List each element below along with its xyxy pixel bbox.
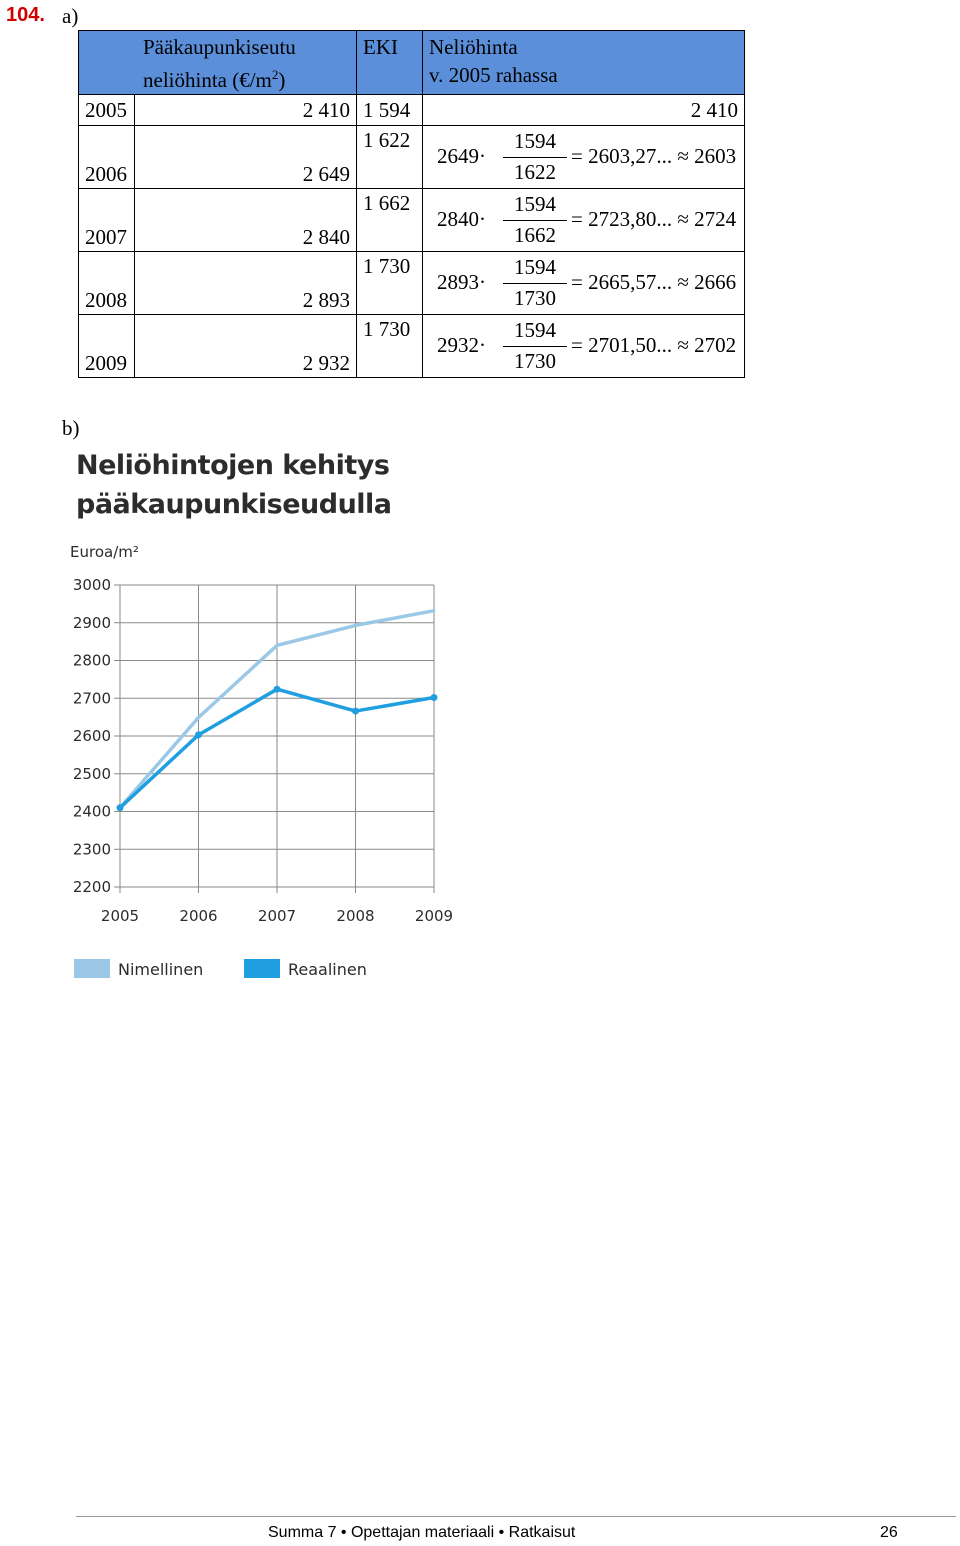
page-number: 26	[880, 1524, 898, 1541]
cell-price: 2 410	[135, 95, 357, 126]
cell-price: 2 649	[135, 126, 357, 189]
x-tick-label: 2008	[336, 907, 375, 925]
calc-numerator: 1594	[514, 255, 556, 279]
cell-year: 2007	[79, 189, 135, 252]
chart-title-line2: pääkaupunkiseudulla	[76, 489, 392, 520]
data-point-reaalinen	[117, 804, 124, 811]
legend-label: Nimellinen	[118, 960, 204, 979]
calc-result: = 2701,50... ≈ 2702	[571, 333, 737, 357]
data-point-nimellinen	[197, 716, 200, 719]
calc-multiplier: 2840·	[437, 207, 486, 231]
y-tick-label: 2600	[72, 727, 111, 745]
cell-eki: 1 662	[357, 189, 423, 252]
data-point-nimellinen	[433, 609, 436, 612]
x-tick-label: 2007	[257, 907, 297, 925]
problem-number: 104.	[6, 4, 45, 26]
legend-label: Reaalinen	[288, 960, 367, 979]
data-point-nimellinen	[354, 624, 357, 627]
calc-result: = 2723,80... ≈ 2724	[571, 207, 737, 231]
cell-year: 2008	[79, 252, 135, 315]
cell-eki: 1 594	[357, 95, 423, 126]
calc-denominator: 1730	[514, 349, 556, 373]
header-real-line1: Neliöhinta	[429, 35, 518, 59]
header-real-line2: v. 2005 rahassa	[429, 63, 558, 87]
calc-multiplier: 2932·	[437, 333, 486, 357]
footer-text: Summa 7 • Opettajan materiaali • Ratkaisut	[268, 1524, 576, 1541]
calc-denominator: 1622	[514, 160, 556, 184]
header-price-line2: neliöhinta $(€/m^2)$	[143, 67, 286, 92]
y-tick-label: 2200	[72, 878, 111, 896]
calc-result: = 2665,57... ≈ 2666	[571, 270, 737, 294]
legend-swatch	[244, 959, 280, 978]
calc-multiplier: 2893·	[437, 270, 486, 294]
cell-year: 2009	[79, 315, 135, 378]
x-tick-label: 2005	[100, 907, 140, 925]
cell-price: 2 840	[135, 189, 357, 252]
calc-numerator: 1594	[514, 318, 556, 342]
y-tick-label: 2800	[72, 651, 111, 670]
part-a-label: a)	[62, 4, 79, 28]
x-tick-label: 2006	[179, 907, 218, 925]
header-eki: EKI	[357, 31, 423, 95]
cell-real: 2 410	[423, 95, 745, 126]
data-point-reaalinen	[352, 708, 359, 715]
calc-numerator: 1594	[514, 129, 556, 153]
y-tick-label: 2400	[72, 802, 111, 821]
cell-eki: 1 730	[357, 315, 423, 378]
y-tick-label: 2700	[72, 689, 111, 708]
cell-year: 2005	[79, 95, 135, 126]
chart-title-line1: Neliöhintojen kehitys	[76, 450, 390, 481]
calc-denominator: 1730	[514, 286, 556, 310]
calc-denominator: 1662	[514, 223, 556, 247]
calc-numerator: 1594	[514, 192, 556, 216]
calc-multiplier: 2649·	[437, 144, 486, 168]
data-point-nimellinen	[276, 644, 279, 647]
data-point-reaalinen	[195, 731, 202, 738]
cell-eki: 1 730	[357, 252, 423, 315]
legend-swatch	[74, 959, 110, 978]
y-tick-label: 3000	[72, 576, 111, 594]
y-axis-label: Euroa/m²	[70, 543, 139, 561]
cell-year: 2006	[79, 126, 135, 189]
data-point-reaalinen	[431, 694, 438, 701]
footer-rule	[76, 1516, 956, 1517]
header-price-line1: Pääkaupunkiseutu	[143, 35, 296, 59]
cell-price: 2 893	[135, 252, 357, 315]
cell-price: 2 932	[135, 315, 357, 378]
y-tick-label: 2300	[72, 840, 111, 859]
y-tick-label: 2900	[72, 613, 111, 632]
data-point-reaalinen	[274, 686, 281, 693]
part-b-label: b)	[62, 416, 80, 440]
calc-result: = 2603,27... ≈ 2603	[571, 144, 737, 168]
y-tick-label: 2500	[72, 764, 111, 783]
cell-eki: 1 622	[357, 126, 423, 189]
x-tick-label: 2009	[414, 907, 454, 925]
